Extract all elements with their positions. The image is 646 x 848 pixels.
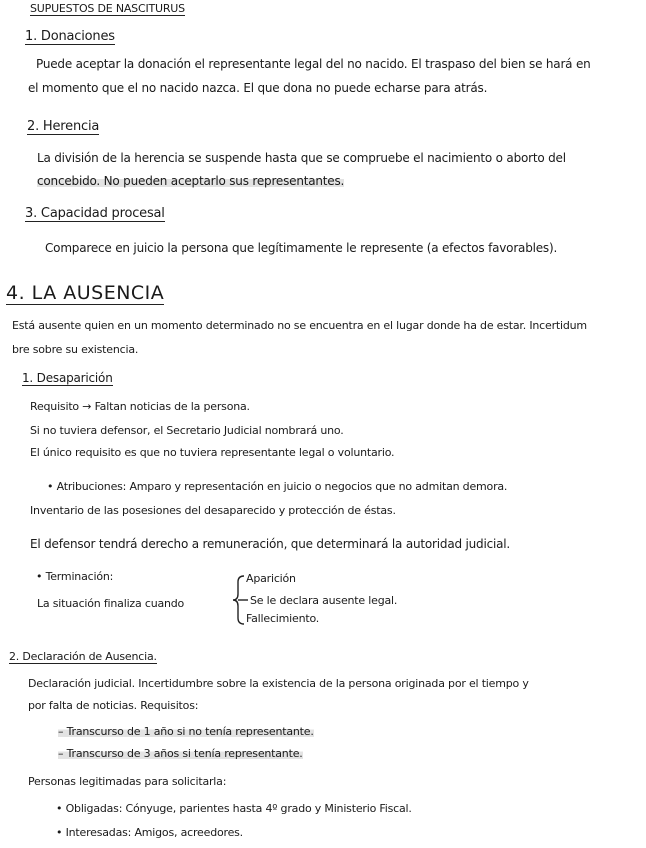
- desaparicion-terminacion: • Terminación:: [36, 570, 114, 583]
- herencia-line-1: La división de la herencia se suspende hasta que se compruebe el nacimiento o aborto del: [37, 151, 566, 165]
- capacidad-line-1: Comparece en juicio la persona que legítimamente le represente (a efectos favorables).: [45, 241, 558, 255]
- desaparicion-defensor: Si no tuviera defensor, el Secretario Judicial nombrará uno.: [30, 424, 344, 437]
- declaracion-personas: Personas legitimadas para solicitarla:: [28, 775, 227, 788]
- declaracion-obligadas: • Obligadas: Cónyuge, parientes hasta 4º grado y Ministerio Fiscal.: [56, 802, 412, 815]
- terminacion-opcion-aparicion: Aparición: [246, 572, 296, 585]
- desaparicion-unico: El único requisito es que no tuviera representante legal o voluntario.: [30, 446, 395, 459]
- ausencia-line-1: Está ausente quien en un momento determinado no se encuentra en el lugar donde ha de estar. Incertidum: [12, 319, 587, 332]
- donaciones-heading: 1. Donaciones: [25, 29, 115, 44]
- desaparicion-remuneracion: El defensor tendrá derecho a remuneración, que determinará la autoridad judicial.: [30, 537, 511, 551]
- declaracion-requisito-2: – Transcurso de 3 años si tenía representante.: [58, 747, 303, 760]
- terminacion-opcion-fallecimiento: Fallecimiento.: [246, 612, 320, 625]
- herencia-line-2: concebido. No pueden aceptarlo sus representantes.: [37, 174, 345, 188]
- desaparicion-finaliza: La situación finaliza cuando: [37, 597, 185, 610]
- declaracion-interesadas: • Interesadas: Amigos, acreedores.: [56, 826, 243, 839]
- page-title: SUPUESTOS DE NASCITURUS: [30, 2, 185, 15]
- donaciones-line-1: Puede aceptar la donación el representante legal del no nacido. El traspaso del bien se hará en: [36, 57, 591, 71]
- ausencia-line-2: bre sobre su existencia.: [12, 343, 139, 356]
- ausencia-heading: 4. LA AUSENCIA: [6, 282, 165, 304]
- declaracion-line-1: Declaración judicial. Incertidumbre sobre la existencia de la persona originada por el tiempo y: [28, 677, 529, 690]
- herencia-heading: 2. Herencia: [27, 119, 100, 134]
- declaracion-heading: 2. Declaración de Ausencia.: [9, 650, 157, 663]
- desaparicion-inventario: Inventario de las posesiones del desaparecido y protección de éstas.: [30, 504, 396, 517]
- desaparicion-heading: 1. Desaparición: [22, 371, 113, 385]
- terminacion-opcion-ausente: Se le declara ausente legal.: [250, 594, 398, 607]
- declaracion-line-2: por falta de noticias. Requisitos:: [28, 699, 199, 712]
- desaparicion-requisito: Requisito → Faltan noticias de la persona.: [30, 400, 250, 413]
- donaciones-line-2: el momento que el no nacido nazca. El que dona no puede echarse para atrás.: [28, 81, 488, 95]
- desaparicion-atribuciones: • Atribuciones: Amparo y representación en juicio o negocios que no admitan demora.: [47, 480, 508, 493]
- capacidad-heading: 3. Capacidad procesal: [25, 206, 165, 221]
- declaracion-requisito-1: – Transcurso de 1 año si no tenía representante.: [58, 725, 314, 738]
